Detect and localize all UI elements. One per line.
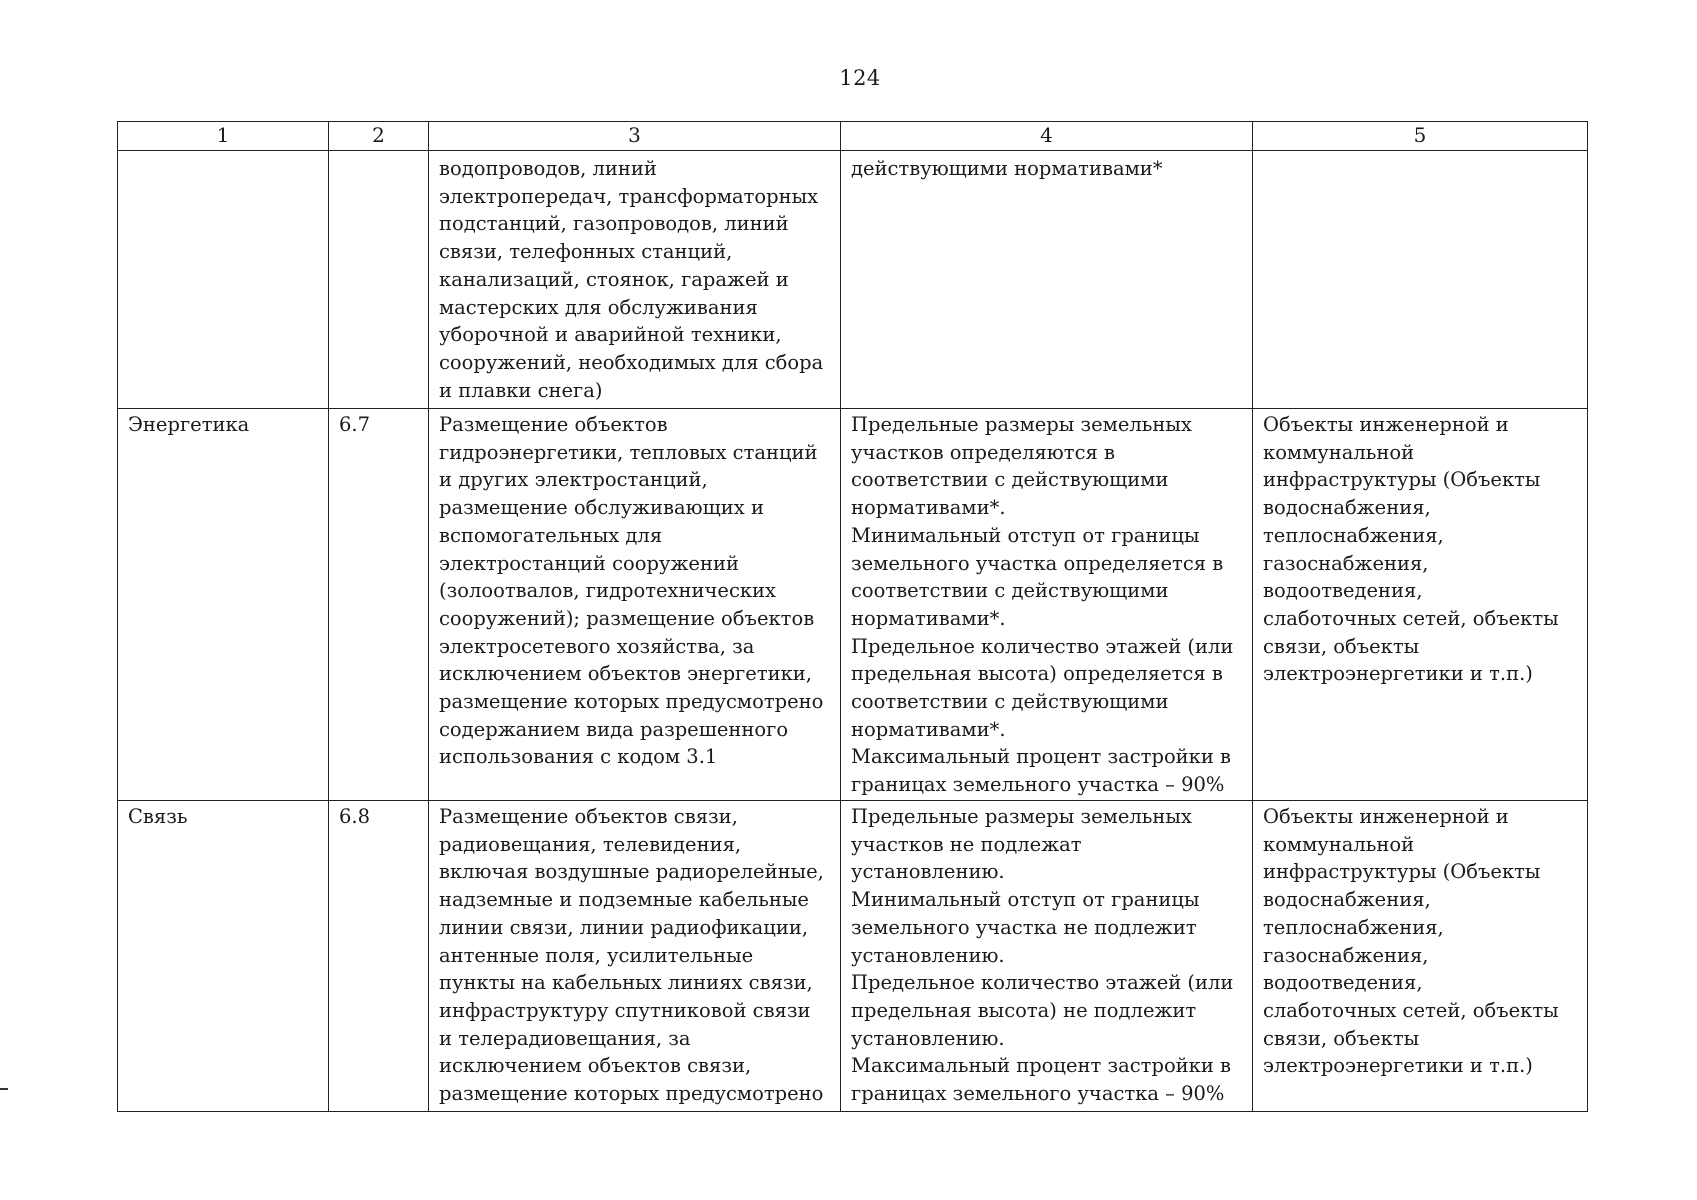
column-number-4: 4 <box>841 122 1253 151</box>
page-number: 124 <box>839 66 881 90</box>
table-row-continuation <box>118 151 1588 409</box>
auxiliary-uses-cell: Объекты инженерной и коммунальной инфраструктуры (Объекты водоснабжения, теплоснабжения, газоснабжения, водоотведения, слаботочных сетей, объекты связи, объекты электроэнергетики и т.п.) <box>1253 801 1588 1112</box>
column-number-1: 1 <box>118 122 329 151</box>
table-header-row <box>118 122 1588 151</box>
margin-mark <box>0 1088 8 1090</box>
column-number-5: 5 <box>1253 122 1588 151</box>
use-type-name-cell: Связь <box>118 801 329 1112</box>
use-type-name-cell: Энергетика <box>118 409 329 801</box>
parameters-cell: действующими нормативами* <box>841 151 1253 409</box>
use-type-name-cell <box>118 151 329 409</box>
use-type-description-cell: Размещение объектов связи, радиовещания, телевидения, включая воздушные радиорелейные, надземные и подземные кабельные линии связи, линии радиофикации, антенные поля, усилительные пункты на кабельных линиях связи, инфраструктуру спутниковой связи и телерадиовещания, за исключением объектов связи, размещение которых предусмотрено <box>429 801 841 1112</box>
auxiliary-uses-cell: Объекты инженерной и коммунальной инфраструктуры (Объекты водоснабжения, теплоснабжения, газоснабжения, водоотведения, слаботочных сетей, объекты связи, объекты электроэнергетики и т.п.) <box>1253 409 1588 801</box>
table-row-svyaz <box>118 801 1588 1112</box>
parameters-cell: Предельные размеры земельных участков не подлежат установлению. Минимальный отступ от границы земельного участка не подлежит установлению. Предельное количество этажей (или предельная высота) не подлежит установлению. Максимальный процент застройки в границах земельного участка – 90% <box>841 801 1253 1112</box>
parameters-cell: Предельные размеры земельных участков определяются в соответствии с действующими нормативами*. Минимальный отступ от границы земельного участка определяется в соответствии с действующими нормативами*. Предельное количество этажей (или предельная высота) определяется в соответствии с действующими нормативами*. Максимальный процент застройки в границах земельного участка – 90% <box>841 409 1253 801</box>
column-number-2: 2 <box>329 122 429 151</box>
column-number-3: 3 <box>429 122 841 151</box>
land-use-table <box>117 121 1588 1112</box>
use-type-code-cell: 6.8 <box>329 801 429 1112</box>
use-type-code-cell: 6.7 <box>329 409 429 801</box>
table-row-energetika <box>118 409 1588 801</box>
use-type-code-cell <box>329 151 429 409</box>
use-type-description-cell: Размещение объектов гидроэнергетики, тепловых станций и других электростанций, размещение обслуживающих и вспомогательных для электростанций сооружений (золоотвалов, гидротехнических сооружений); размещение объектов электросетевого хозяйства, за исключением объектов энергетики, размещение которых предусмотрено содержанием вида разрешенного использования с кодом 3.1 <box>429 409 841 801</box>
use-type-description-cell: водопроводов, линий электропередач, трансформаторных подстанций, газопроводов, линий связи, телефонных станций, канализаций, стоянок, гаражей и мастерских для обслуживания уборочной и аварийной техники, сооружений, необходимых для сбора и плавки снега) <box>429 151 841 409</box>
auxiliary-uses-cell <box>1253 151 1588 409</box>
